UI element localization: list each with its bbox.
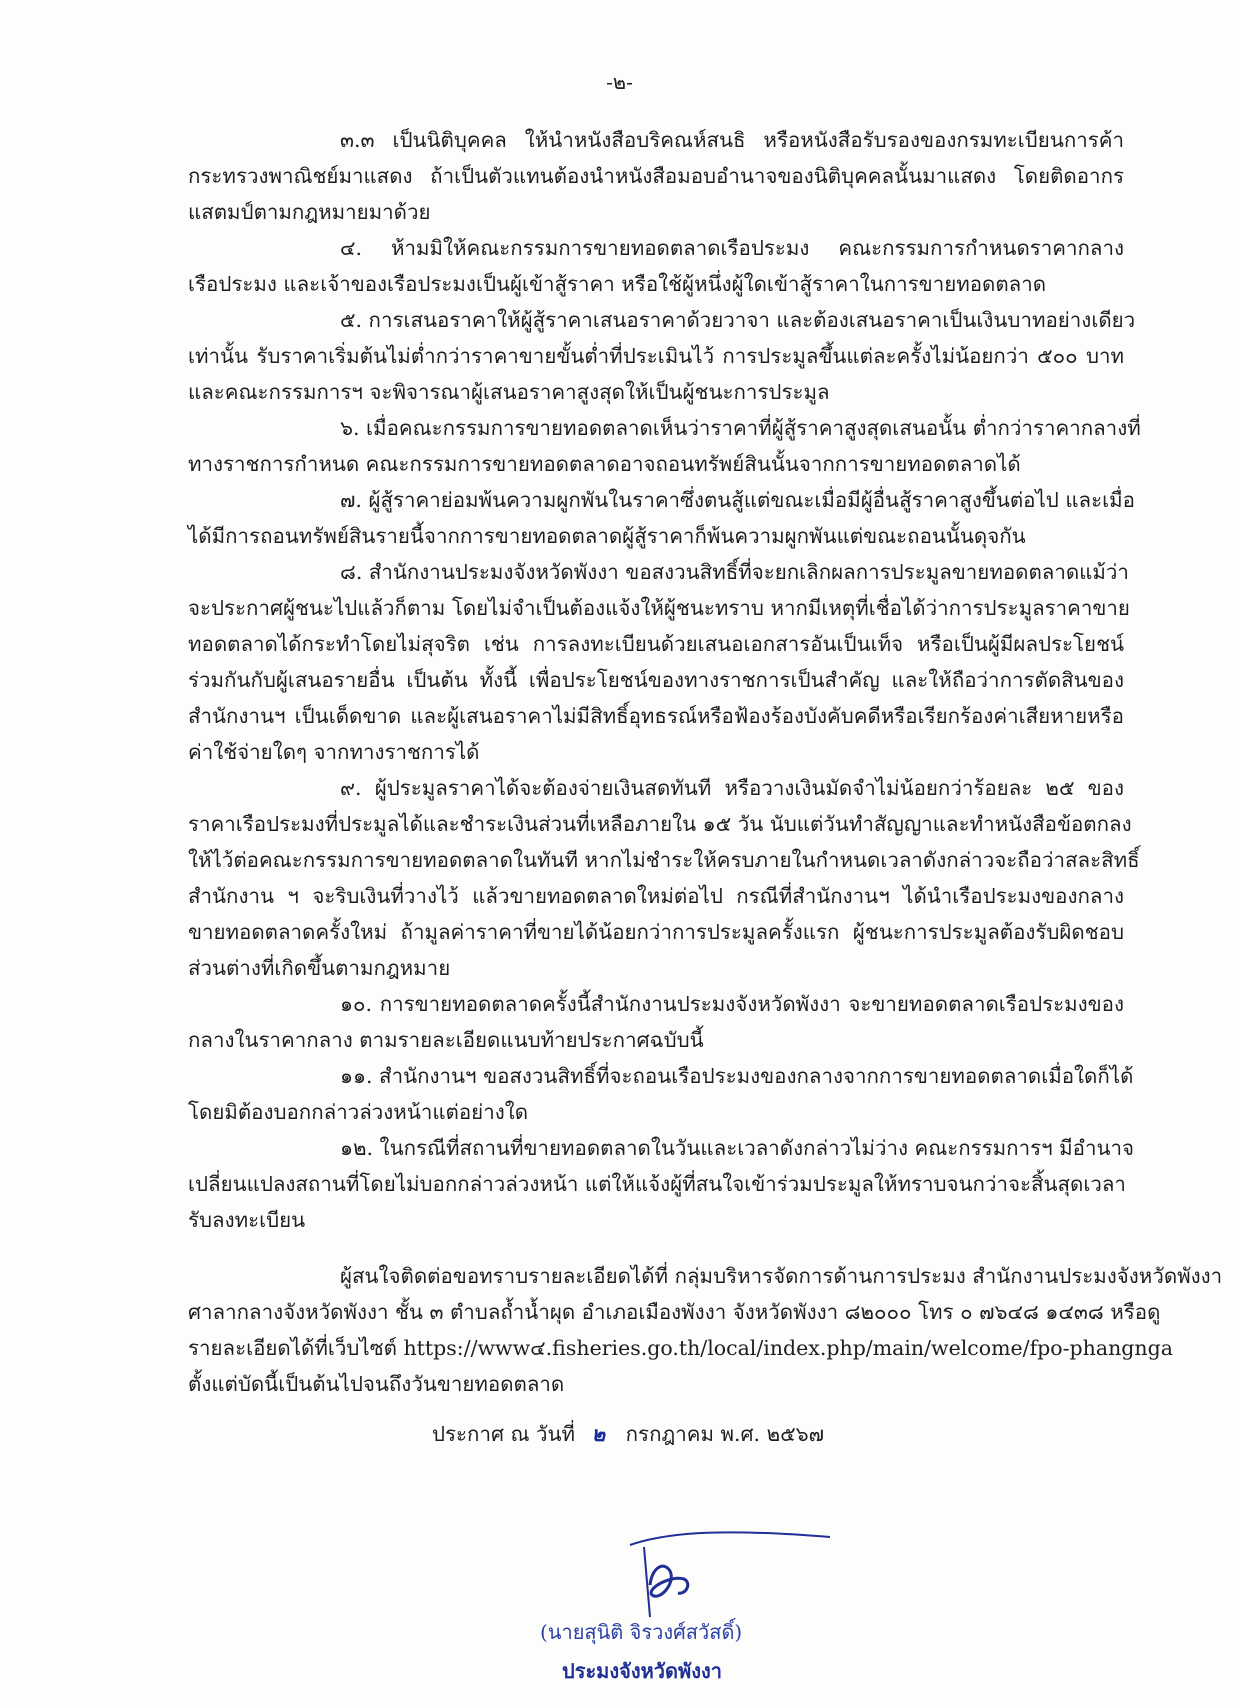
text-line-1: ๓.๓ เป็นนิติบุคคล ให้นำหนังสือบริคณห์สนธิ หรือหนังสือรับรองของกรมทะเบียนการค้า [340,128,1124,152]
text-line-32: ผู้สนใจติดต่อขอทราบรายละเอียดได้ที่ กลุ่มบริหารจัดการด้านการประมง สำนักงานประมงจังหวัดพังงา [340,1264,1223,1288]
date-day: ๒ [591,1422,606,1446]
text-line-3: แสตมป์ตามกฎหมายมาด้วย [188,200,431,224]
text-line-35: ตั้งแต่บัดนี้เป็นต้นไปจนถึงวันขายทอดตลาด [188,1372,565,1396]
text-line-5: เรือประมง และเจ้าของเรือประมงเป็นผู้เข้าสู้ราคา หรือใช้ผู้หนึ่งผู้ใดเข้าสู้ราคาในการขายทอดตลาด [188,272,1047,296]
text-line-17: สำนักงานฯ เป็นเด็ดขาด และผู้เสนอราคาไม่มีสิทธิ์อุทธรณ์หรือฟ้องร้องบังคับคดีหรือเรียกร้องค่าเสียหายหรือ [188,704,1124,728]
text-line-28: โดยมิต้องบอกกล่าวล่วงหน้าแต่อย่างใด [188,1100,529,1124]
text-line-14: จะประกาศผู้ชนะไปแล้วก็ตาม โดยไม่จำเป็นต้องแจ้งให้ผู้ชนะทราบ หากมีเหตุที่เชื่อได้ว่าการประมูลราคาขาย [188,596,1130,620]
date-prefix: ประกาศ ณ วันที่ [432,1422,576,1446]
signatory-title: ประมงจังหวัดพังงา [562,1659,722,1683]
date-line [432,1418,824,1451]
text-line-19: ๙. ผู้ประมูลราคาได้จะต้องจ่ายเงินสดทันที หรือวางเงินมัดจำไม่น้อยกว่าร้อยละ ๒๕ ของ [340,776,1124,800]
page-number: -๒- [606,70,633,94]
text-line-26: กลางในราคากลาง ตามรายละเอียดแนบท้ายประกาศฉบับนี้ [188,1028,704,1052]
text-line-15: ทอดตลาดได้กระทำโดยไม่สุจริต เช่น การลงทะเบียนด้วยเสนอเอกสารอันเป็นเท็จ หรือเป็นผู้มีผลประโยชน์ [188,632,1124,656]
text-line-9: ๖. เมื่อคณะกรรมการขายทอดตลาดเห็นว่าราคาที่ผู้สู้ราคาสูงสุดเสนอนั้น ต่ำกว่าราคากลางที่ [340,416,1141,440]
text-line-18: ค่าใช้จ่ายใดๆ จากทางราชการได้ [188,740,480,764]
text-line-7: เท่านั้น รับราคาเริ่มต้นไม่ต่ำกว่าราคาขายขั้นต่ำที่ประเมินไว้ การประมูลขึ้นแต่ละครั้งไม่น้อยกว่า ๕๐๐ บาท [188,344,1124,368]
text-line-11: ๗. ผู้สู้ราคาย่อมพ้นความผูกพันในราคาซึ่งตนสู้แต่ขณะเมื่อมีผู้อื่นสู้ราคาสูงขึ้นต่อไป และเมื่อ [340,488,1135,512]
text-line-6: ๕. การเสนอราคาให้ผู้สู้ราคาเสนอราคาด้วยวาจา และต้องเสนอราคาเป็นเงินบาทอย่างเดียว [340,308,1136,332]
text-line-29: ๑๒. ในกรณีที่สถานที่ขายทอดตลาดในวันและเวลาดังกล่าวไม่ว่าง คณะกรรมการฯ มีอำนาจ [340,1136,1135,1160]
date-suffix: กรกฎาคม พ.ศ. ๒๕๖๗ [625,1422,825,1446]
signatory-name: (นายสุนิติ จิรวงศ์สวัสดิ์) [540,1620,743,1644]
text-line-22: สำนักงาน ฯ จะริบเงินที่วางไว้ แล้วขายทอดตลาดใหม่ต่อไป กรณีที่สำนักงานฯ ได้นำเรือประมงของกลาง [188,884,1124,908]
text-line-23: ขายทอดตลาดครั้งใหม่ ถ้ามูลค่าราคาที่ขายได้น้อยกว่าการประมูลครั้งแรก ผู้ชนะการประมูลต้องรับผิดชอบ [188,920,1124,944]
text-line-12: ได้มีการถอนทรัพย์สินรายนี้จากการขายทอดตลาดผู้สู้ราคาก็พ้นความผูกพันแต่ขณะถอนนั้นดุจกัน [188,524,1026,548]
text-line-31: รับลงทะเบียน [188,1208,306,1232]
text-line-20: ราคาเรือประมงที่ประมูลได้และชำระเงินส่วนที่เหลือภายใน ๑๕ วัน นับแต่วันทำสัญญาและทำหนังสือข้อตกลง [188,812,1132,836]
text-line-4: ๔. ห้ามมิให้คณะกรรมการขายทอดตลาดเรือประมง คณะกรรมการกำหนดราคากลาง [340,236,1124,260]
text-line-34: รายละเอียดได้ที่เว็บไซต์ https://www๔.fisheries.go.th/local/index.php/main/welcome/fpo-phangnga [188,1336,1173,1360]
text-line-27: ๑๑. สำนักงานฯ ขอสงวนสิทธิ์ที่จะถอนเรือประมงของกลางจากการขายทอดตลาดเมื่อใดก็ได้ [340,1064,1134,1088]
text-line-10: ทางราชการกำหนด คณะกรรมการขายทอดตลาดอาจถอนทรัพย์สินนั้นจากการขายทอดตลาดได้ [188,452,1021,476]
text-line-30: เปลี่ยนแปลงสถานที่โดยไม่บอกกล่าวล่วงหน้า แต่ให้แจ้งผู้ที่สนใจเข้าร่วมประมูลให้ทราบจนกว่าจะสิ้นสุดเวลา [188,1172,1126,1196]
text-line-24: ส่วนต่างที่เกิดขึ้นตามกฎหมาย [188,956,451,980]
text-line-25: ๑๐. การขายทอดตลาดครั้งนี้สำนักงานประมงจังหวัดพังงา จะขายทอดตลาดเรือประมงของ [340,992,1124,1016]
text-line-2: กระทรวงพาณิชย์มาแสดง ถ้าเป็นตัวแทนต้องนำหนังสือมอบอำนาจของนิติบุคคลนั้นมาแสดง โดยติดอากร [188,164,1124,188]
text-line-16: ร่วมกันกับผู้เสนอรายอื่น เป็นต้น ทั้งนี้ เพื่อประโยชน์ของทางราชการเป็นสำคัญ และให้ถือว่าการตัดสินของ [188,668,1124,692]
text-line-8: และคณะกรรมการฯ จะพิจารณาผู้เสนอราคาสูงสุดให้เป็นผู้ชนะการประมูล [188,380,830,404]
text-line-33: ศาลากลางจังหวัดพังงา ชั้น ๓ ตำบลถ้ำน้ำผุด อำเภอเมืองพังงา จังหวัดพังงา ๘๒๐๐๐ โทร ๐ ๗๖๔๘ ๑๔๓๘ หรือดู [188,1300,1161,1324]
signature-image [560,1525,860,1625]
text-line-21: ให้ไว้ต่อคณะกรรมการขายทอดตลาดในทันที หากไม่ชำระให้ครบภายในกำหนดเวลาดังกล่าวจะถือว่าสละสิทธิ์ [188,848,1140,872]
text-line-13: ๘. สำนักงานประมงจังหวัดพังงา ขอสงวนสิทธิ์ที่จะยกเลิกผลการประมูลขายทอดตลาดแม้ว่า [340,560,1129,584]
